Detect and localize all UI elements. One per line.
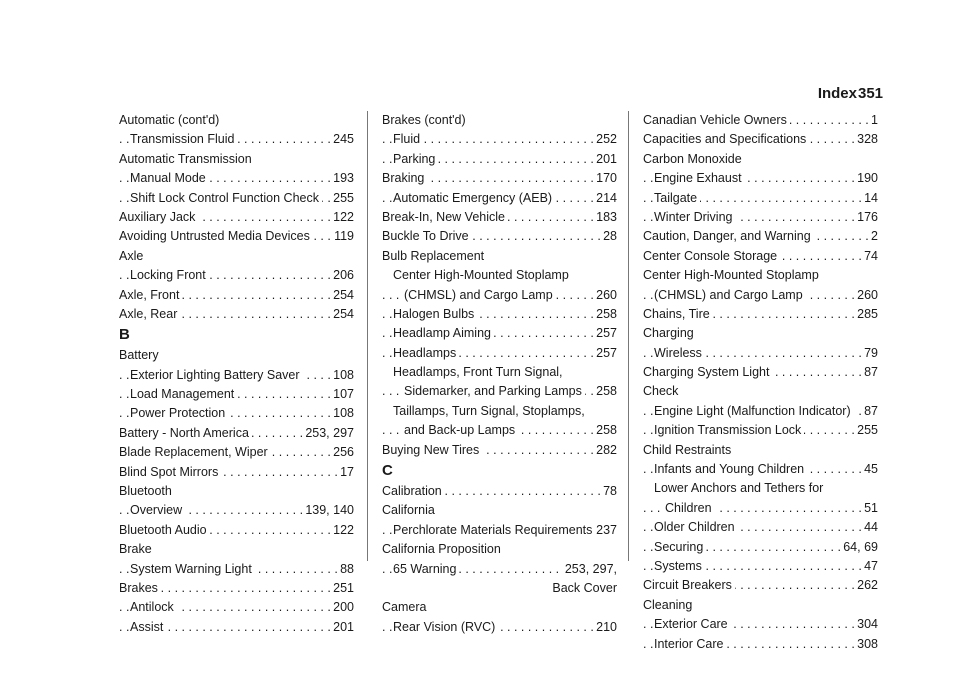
index-entry-page: 119 — [331, 227, 354, 246]
index-entry-term: California — [382, 503, 438, 517]
index-entry-term: Caution, Danger, and Warning — [643, 229, 814, 243]
index-entry-page: 45 — [861, 460, 878, 479]
index-entry — [643, 441, 878, 460]
index-entry-term: (CHMSL) and Cargo Lamp — [654, 288, 806, 302]
index-entry-page: 139, 140 — [302, 501, 354, 520]
index-entry — [382, 598, 617, 617]
index-entry-term: Perchlorate Materials Requirements — [393, 523, 595, 537]
index-entry-term: California Proposition — [382, 542, 504, 556]
index-entry — [643, 169, 878, 188]
index-letter-heading: B — [119, 326, 130, 344]
index-entry — [382, 421, 617, 440]
index-entry — [643, 615, 878, 634]
index-entry-page: 282 — [593, 441, 617, 460]
index-entry-term: Brakes — [119, 581, 161, 595]
index-entry-page: 183 — [593, 208, 617, 227]
index-entry-page: 260 — [854, 286, 878, 305]
index-entry-page: 1 — [868, 111, 878, 130]
index-entry-term: Infants and Young Children — [654, 462, 807, 476]
index-entry-term: Bluetooth Audio — [119, 523, 210, 537]
index-entry-page: 78 — [600, 482, 617, 501]
index-entry — [119, 208, 354, 227]
index-entry — [119, 501, 354, 520]
index-entry — [382, 382, 617, 401]
index-entry-page: 108 — [330, 404, 354, 423]
index-entry — [382, 540, 617, 559]
index-entry-term: Child Restraints — [643, 443, 734, 457]
column-divider — [367, 111, 368, 561]
index-entry — [119, 521, 354, 540]
index-entry-term: Tailgate — [654, 191, 700, 205]
index-entry — [382, 111, 617, 130]
section-title: Index — [817, 85, 857, 102]
index-entry-term: Rear Vision (RVC) — [393, 620, 498, 634]
index-entry-page: 256 — [330, 443, 354, 462]
index-entry — [119, 385, 354, 404]
index-entry — [119, 482, 354, 501]
index-entry — [119, 227, 354, 246]
index-entry — [119, 111, 354, 130]
index-entry — [119, 346, 354, 365]
index-entry-term: Headlamps — [393, 346, 459, 360]
index-entry — [382, 560, 617, 579]
index-entry-page: 74 — [861, 247, 878, 266]
index-entry-page: 51 — [861, 499, 878, 518]
index-entry-page: 257 — [593, 324, 617, 343]
index-entry-page: 255 — [854, 421, 878, 440]
index-entry — [643, 111, 878, 130]
index-entry — [643, 576, 878, 595]
index-entry-term: Blade Replacement, Wiper — [119, 445, 271, 459]
index-entry-term: Calibration — [382, 484, 445, 498]
index-entry-term: Buckle To Drive — [382, 229, 472, 243]
index-column-3 — [643, 111, 878, 654]
index-entry — [643, 344, 878, 363]
index-entry — [643, 189, 878, 208]
index-entry — [643, 518, 878, 537]
column-divider — [628, 111, 629, 561]
index-entry-term: Battery - North America — [119, 426, 252, 440]
index-entry — [382, 305, 617, 324]
index-entry — [643, 130, 878, 149]
index-entry — [119, 189, 354, 208]
index-entry-term: Circuit Breakers — [643, 578, 735, 592]
index-entry-term: Axle, Front — [119, 288, 182, 302]
index-entry-term: (CHMSL) and Cargo Lamp — [404, 288, 556, 302]
index-entry-term: Exterior Lighting Battery Saver — [130, 368, 303, 382]
index-entry — [119, 266, 354, 285]
index-entry-term: Children — [665, 501, 715, 515]
index-entry — [382, 208, 617, 227]
index-entry — [643, 596, 878, 615]
index-entry-page: 47 — [861, 557, 878, 576]
index-entry-term: Parking — [393, 152, 438, 166]
index-entry — [119, 424, 354, 443]
page-header — [0, 84, 960, 104]
index-entry-term: Automatic Transmission — [119, 152, 255, 166]
index-entry-term: Engine Light (Malfunction Indicator) — [654, 404, 854, 418]
index-entry-page: 88 — [337, 560, 354, 579]
index-entry-term: Transmission Fluid — [130, 132, 237, 146]
index-entry-term: Bulb Replacement — [382, 249, 487, 263]
index-entry-term: Wireless — [654, 346, 705, 360]
index-entry — [643, 538, 878, 557]
index-entry — [643, 635, 878, 654]
index-entry-page: 308 — [854, 635, 878, 654]
index-entry-term: Interior Care — [654, 637, 726, 651]
index-entry — [643, 227, 878, 246]
index-entry — [382, 344, 617, 363]
index-entry — [119, 540, 354, 559]
index-entry — [643, 324, 878, 343]
index-entry — [382, 441, 617, 460]
index-entry — [119, 579, 354, 598]
index-entry — [119, 404, 354, 423]
index-entry-term: Locking Front — [130, 268, 209, 282]
index-entry-term: Securing — [654, 540, 706, 554]
index-entry-page: 254 — [330, 286, 354, 305]
index-entry — [382, 521, 617, 540]
index-entry — [643, 266, 878, 285]
index-entry — [643, 499, 878, 518]
index-entry — [382, 501, 617, 520]
index-entry-page: 214 — [593, 189, 617, 208]
index-entry — [119, 366, 354, 385]
index-letter-heading: C — [382, 462, 393, 480]
index-entry-term: Shift Lock Control Function Check — [130, 191, 322, 205]
index-entry — [643, 286, 878, 305]
index-entry — [643, 557, 878, 576]
index-entry — [643, 363, 878, 382]
index-entry-term: Overview — [130, 503, 185, 517]
index-entry-term: Halogen Bulbs — [393, 307, 477, 321]
index-entry-page: 122 — [330, 208, 354, 227]
index-entry-page: 260 — [593, 286, 617, 305]
index-entry-term: Manual Mode — [130, 171, 209, 185]
index-entry-term: Cleaning — [643, 598, 695, 612]
index-entry — [643, 150, 878, 169]
index-entry-page: 17 — [337, 463, 354, 482]
index-entry — [119, 247, 354, 266]
index-entry-term: Assist — [130, 620, 166, 634]
index-entry-page: 255 — [330, 189, 354, 208]
index-entry — [643, 402, 878, 421]
index-entry-page: 253, 297 — [302, 424, 354, 443]
index-entry-term: Winter Driving — [654, 210, 736, 224]
index-entry-term: Exterior Care — [654, 617, 731, 631]
index-entry — [119, 443, 354, 462]
index-entry — [643, 479, 878, 498]
index-entry — [382, 324, 617, 343]
index-entry-page: 14 — [861, 189, 878, 208]
index-entry — [119, 150, 354, 169]
index-entry — [382, 266, 617, 285]
index-entry-page: 44 — [861, 518, 878, 537]
index-entry — [382, 130, 617, 149]
index-entry-term: and Back-up Lamps — [404, 423, 518, 437]
index-entry-term: Brakes (cont'd) — [382, 113, 469, 127]
index-entry — [119, 130, 354, 149]
index-entry — [643, 460, 878, 479]
index-entry-page: 28 — [600, 227, 617, 246]
index-entry-term: Battery — [119, 348, 162, 362]
index-entry-page: 258 — [593, 382, 617, 401]
index-entry-term: Camera — [382, 600, 429, 614]
index-entry-term: Check — [643, 384, 681, 398]
index-entry-page: 206 — [330, 266, 354, 285]
index-entry-term: Fluid — [393, 132, 423, 146]
index-entry-page: 64, 69 — [840, 538, 878, 557]
index-entry-term: Bluetooth — [119, 484, 175, 498]
index-entry-term: Canadian Vehicle Owners — [643, 113, 790, 127]
index-entry-term: Capacities and Specifications — [643, 132, 809, 146]
index-column-1 — [119, 111, 354, 637]
index-entry-term: Systems — [654, 559, 705, 573]
index-entry — [119, 463, 354, 482]
index-entry-page: 237 — [593, 521, 617, 540]
index-entry — [119, 305, 354, 324]
index-entry-term: Sidemarker, and Parking Lamps — [404, 384, 585, 398]
index-entry-term: Charging — [643, 326, 697, 340]
index-entry-term: Auxiliary Jack — [119, 210, 198, 224]
index-entry-term: Headlamp Aiming — [393, 326, 494, 340]
index-entry — [119, 169, 354, 188]
index-entry — [119, 560, 354, 579]
index-entry — [643, 382, 878, 401]
index-entry-page: 258 — [593, 421, 617, 440]
index-entry-term: System Warning Light — [130, 562, 255, 576]
index-entry-page: 87 — [861, 402, 878, 421]
index-entry-term: Load Management — [130, 387, 237, 401]
index-entry-term: Blind Spot Mirrors — [119, 465, 221, 479]
index-entry — [382, 189, 617, 208]
index-continuation: Back Cover — [552, 580, 617, 595]
index-entry — [382, 363, 617, 382]
index-entry-page: 210 — [593, 618, 617, 637]
index-entry-page: 262 — [854, 576, 878, 595]
index-entry-page: 252 — [593, 130, 617, 149]
index-entry-term: Taillamps, Turn Signal, Stoplamps, — [393, 404, 588, 418]
index-entry-page: 253, 297, — [562, 560, 617, 579]
index-entry-term: Center High-Mounted Stoplamp — [643, 268, 822, 282]
index-entry — [382, 482, 617, 501]
index-entry-page: 176 — [854, 208, 878, 227]
index-entry — [119, 618, 354, 637]
index-entry — [119, 286, 354, 305]
index-entry — [643, 247, 878, 266]
index-entry-term: Break-In, New Vehicle — [382, 210, 508, 224]
index-entry-page: 200 — [330, 598, 354, 617]
index-entry-term: Engine Exhaust — [654, 171, 745, 185]
index-entry-term: Charging System Light — [643, 365, 772, 379]
index-entry — [643, 421, 878, 440]
index-entry-page: 328 — [854, 130, 878, 149]
index-entry-term: Automatic (cont'd) — [119, 113, 222, 127]
index-entry-page: 245 — [330, 130, 354, 149]
index-column-2 — [382, 111, 617, 637]
index-entry — [382, 227, 617, 246]
index-entry-page: 193 — [330, 169, 354, 188]
index-entry-term: Avoiding Untrusted Media Devices — [119, 229, 313, 243]
index-entry-term: Axle — [119, 249, 146, 263]
index-entry-term: Antilock — [130, 600, 177, 614]
index-entry-page: 108 — [330, 366, 354, 385]
index-entry — [382, 286, 617, 305]
index-entry-page: 254 — [330, 305, 354, 324]
index-entry — [382, 150, 617, 169]
index-entry-page: 258 — [593, 305, 617, 324]
index-entry-term: Buying New Tires — [382, 443, 482, 457]
index-entry-page: 285 — [854, 305, 878, 324]
index-entry — [643, 305, 878, 324]
index-entry — [382, 169, 617, 188]
index-entry — [382, 402, 617, 421]
index-entry-term: Center Console Storage — [643, 249, 780, 263]
index-entry-page: 190 — [854, 169, 878, 188]
index-entry — [119, 598, 354, 617]
index-entry-term: Headlamps, Front Turn Signal, — [393, 365, 566, 379]
index-entry-term: Older Children — [654, 520, 738, 534]
page-number: 351 — [858, 85, 884, 102]
index-entry-term: Brake — [119, 542, 155, 556]
index-entry — [382, 247, 617, 266]
index-entry-page: 201 — [593, 150, 617, 169]
index-entry-page: 2 — [868, 227, 878, 246]
index-entry-page: 122 — [330, 521, 354, 540]
index-entry-term: 65 Warning — [393, 562, 459, 576]
index-entry-page: 170 — [593, 169, 617, 188]
index-entry-page: 201 — [330, 618, 354, 637]
index-entry-term: Ignition Transmission Lock — [654, 423, 804, 437]
index-entry-page: 107 — [330, 385, 354, 404]
index-entry-term: Power Protection — [130, 406, 228, 420]
index-entry — [382, 618, 617, 637]
index-entry — [643, 208, 878, 227]
index-entry-term: Braking — [382, 171, 427, 185]
index-entry-term: Automatic Emergency (AEB) — [393, 191, 555, 205]
index-entry-term: Center High-Mounted Stoplamp — [393, 268, 572, 282]
index-entry-page: 87 — [861, 363, 878, 382]
index-entry-page: 79 — [861, 344, 878, 363]
index-entry-page: 257 — [593, 344, 617, 363]
index-entry-term: Lower Anchors and Tethers for — [654, 481, 826, 495]
index-entry-term: Carbon Monoxide — [643, 152, 745, 166]
index-entry-page: 304 — [854, 615, 878, 634]
index-entry-term: Chains, Tire — [643, 307, 713, 321]
index-entry-page: 251 — [330, 579, 354, 598]
index-entry-term: Axle, Rear — [119, 307, 180, 321]
